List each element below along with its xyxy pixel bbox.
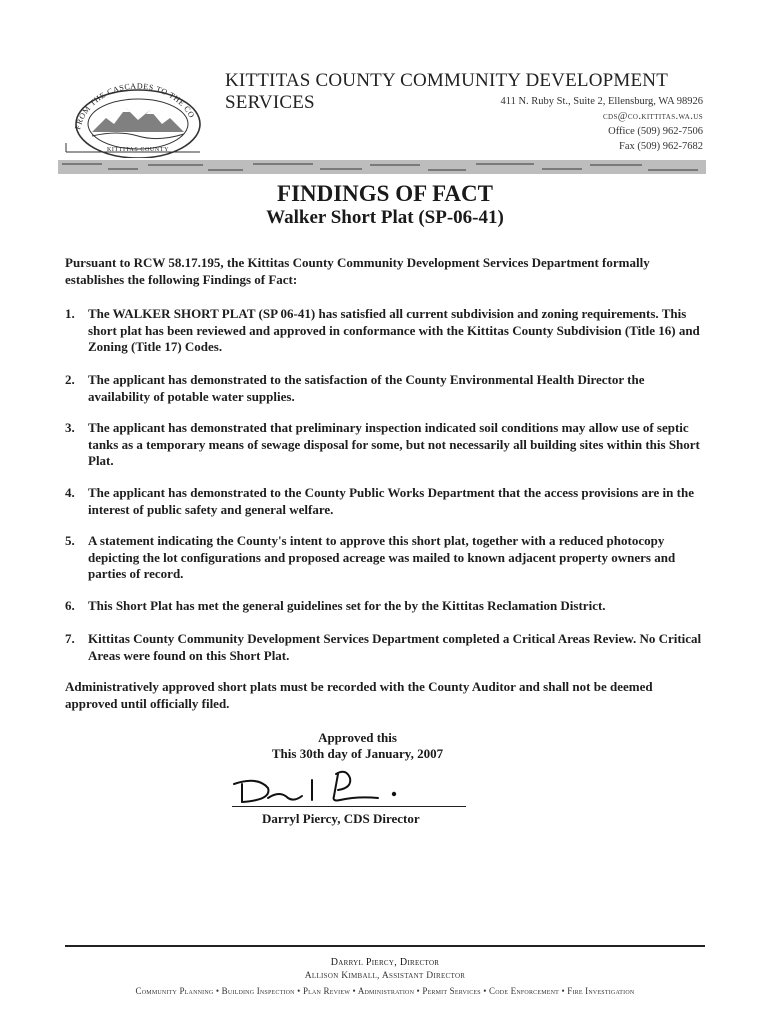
finding-text: Kittitas County Community Development Services Department completed a Critical Areas Review. No Critical Areas were found on this Short Plat. [88, 631, 702, 663]
finding-item [65, 533, 705, 583]
county-seal-icon [58, 68, 208, 158]
footer-divider [65, 945, 705, 947]
footer-services: Community Planning • Building Inspection • Plan Review • Administration • Permit Services • Code Enforcement • Fire Investigation [135, 986, 635, 996]
finding-text: The applicant has demonstrated to the County Public Works Department that the access provisions are in the interest of public safety and general welfare. [88, 485, 694, 517]
finding-number: 2. [65, 372, 75, 387]
finding-text: This Short Plat has met the general guidelines set for the by the Kittitas Reclamation District. [88, 598, 606, 613]
finding-number: 3. [65, 420, 75, 435]
finding-number: 1. [65, 306, 75, 321]
handwritten-signature-icon [228, 766, 468, 808]
signature-line [232, 806, 466, 807]
finding-text: A statement indicating the County's intent to approve this short plat, together with a reduced photocopy depicting the lot configurations and proposed acreage was mailed to known adjacent property owners and parties of record. [88, 533, 676, 581]
document-subtitle: Walker Short Plat (SP-06-41) [266, 207, 504, 228]
closing-paragraph: Administratively approved short plats must be recorded with the County Auditor and shall not be deemed approved until officially filed. [65, 679, 653, 711]
finding-number: 7. [65, 631, 75, 646]
finding-text: The WALKER SHORT PLAT (SP 06-41) has satisfied all current subdivision and zoning requirements. This short plat has been reviewed and approved in conformance with the Kittitas County Subdivision (Title 16) and Zoning (Title 17) Codes. [88, 306, 700, 354]
footer-assistant-director: Allison Kimball, Assistant Director [304, 971, 466, 981]
address: 411 N. Ruby St., Suite 2, Ellensburg, WA 98926 [500, 96, 703, 107]
finding-item [65, 372, 705, 405]
approved-line: Approved this [318, 730, 397, 745]
office-phone: Office (509) 962-7506 [608, 126, 703, 137]
footer-director: Darryl Piercy, Director [330, 957, 440, 968]
finding-item [65, 631, 705, 664]
finding-item [65, 420, 705, 470]
seal-bottom-text: KITTITAS COUNTY [106, 147, 170, 153]
signer-name: Darryl Piercy, CDS Director [262, 811, 420, 826]
finding-item [65, 598, 705, 615]
header-banner [58, 160, 706, 174]
intro-paragraph: Pursuant to RCW 58.17.195, the Kittitas County Community Development Services Department formally establishes the following Findings of Fact: [65, 255, 650, 287]
finding-text: The applicant has demonstrated that preliminary inspection indicated soil conditions may allow use of septic tanks as a temporary means of sewage disposal for some, but not necessarily all building sites within this Short Plat. [88, 420, 700, 468]
finding-number: 5. [65, 533, 75, 548]
contact-block [500, 94, 703, 154]
finding-number: 4. [65, 485, 75, 500]
organization-name: KITTITAS COUNTY COMMUNITY DEVELOPMENT SERVICES [225, 70, 668, 113]
finding-text: The applicant has demonstrated to the satisfaction of the County Environmental Health Director the availability of potable water supplies. [88, 372, 645, 404]
finding-number: 6. [65, 598, 75, 613]
fax-number: Fax (509) 962-7682 [619, 141, 703, 152]
approval-date: This 30th day of January, 2007 [271, 746, 444, 761]
seal-arc-text: FROM THE CASCADES TO THE CO [73, 81, 197, 131]
document-title: FINDINGS OF FACT [277, 181, 493, 206]
finding-item [65, 485, 705, 518]
finding-item [65, 306, 705, 356]
email-link[interactable]: cds@co.kittitas.wa.us [602, 111, 703, 122]
